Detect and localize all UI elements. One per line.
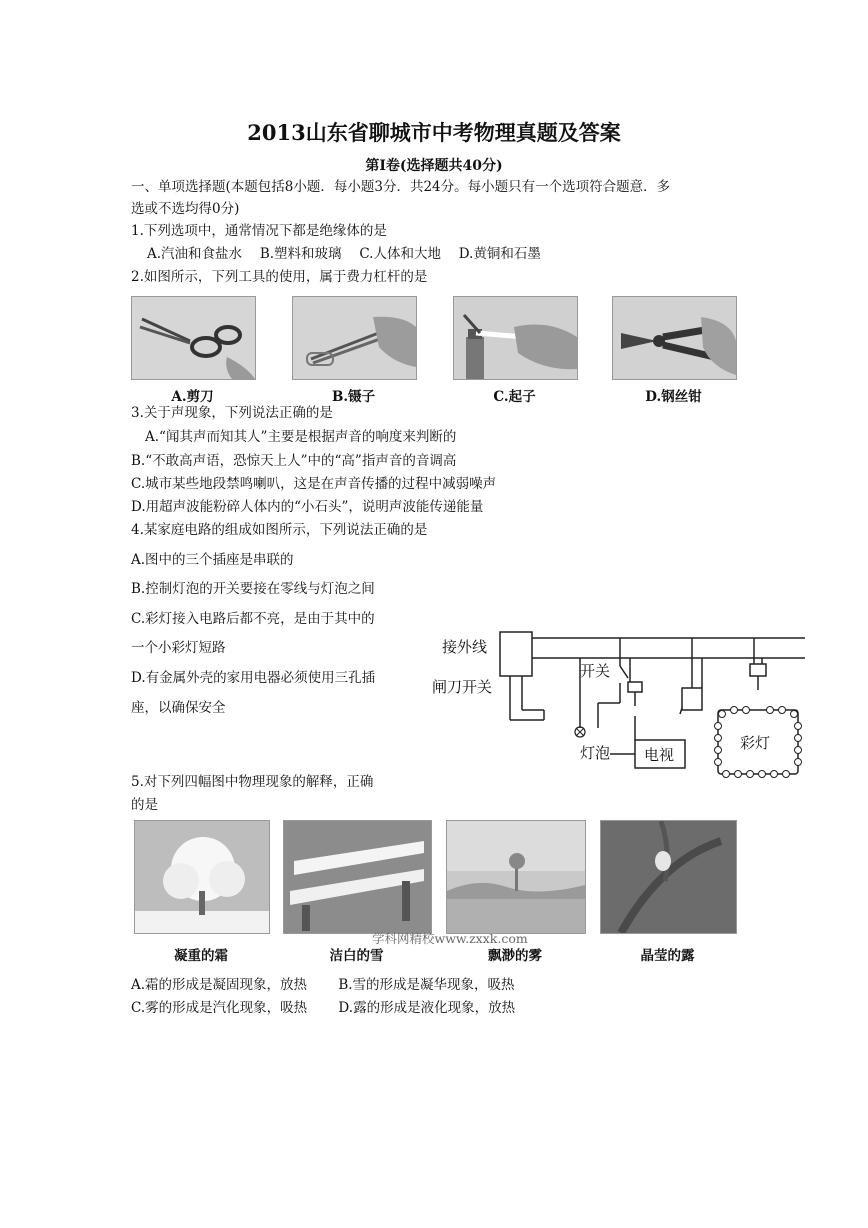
q5-caption-dew: 晶莹的露 — [640, 948, 695, 964]
diagram-label-wire-in: 接外线 — [442, 638, 488, 656]
diagram-label-lights: 彩灯 — [740, 734, 771, 752]
page-title: 2013山东省聊城市中考物理真题及答案 — [247, 120, 621, 145]
diagram-label-tv: 电视 — [644, 746, 675, 764]
scissors-photo — [131, 296, 256, 380]
q4-option-c: C.彩灯接入电路后都不亮，是由于其中的 — [131, 611, 375, 627]
q5-caption-snow: 洁白的雪 — [329, 948, 384, 964]
q1-options: A.汽油和食盐水 B.塑料和玻璃 C.人体和大地 D.黄铜和石墨 — [147, 246, 541, 262]
fog-photo — [446, 820, 586, 934]
q4-stem: 4.某家庭电路的组成如图所示，下列说法正确的是 — [131, 522, 428, 538]
q5-options-line-2: C.雾的形成是汽化现象，吸热 D.露的形成是液化现象，放热 — [131, 1000, 516, 1016]
q5-caption-fog: 飘渺的雾 — [488, 948, 542, 964]
q2-stem: 2.如图所示，下列工具的使用，属于费力杠杆的是 — [131, 269, 428, 285]
q2-caption-a: A.剪刀 — [171, 389, 214, 405]
q5-options-line-1: A.霜的形成是凝固现象，放热 B.雪的形成是凝华现象，吸热 — [131, 977, 515, 993]
instructions-line-1: 一、单项选择题(本题包括8小题．每小题3分．共24分。每小题只有一个选项符合题意．多 — [131, 179, 671, 195]
q5-stem-line-2: 的是 — [131, 797, 158, 813]
q2-caption-d: D.钢丝钳 — [645, 389, 702, 405]
instructions-line-2: 选或不选均得0分) — [131, 201, 240, 217]
q2-caption-c: C.起子 — [493, 389, 536, 405]
bottle-opener-photo — [453, 296, 578, 380]
watermark: 学科网精校www.zxxk.com — [372, 931, 528, 946]
q4-option-a: A.图中的三个插座是串联的 — [131, 552, 294, 568]
q3-option-a: A.“闻其声而知其人”主要是根据声音的响度来判断的 — [145, 429, 457, 445]
q3-option-c: C.城市某些地段禁鸣喇叭，这是在声音传播的过程中减弱噪声 — [131, 476, 497, 492]
diagram-label-switch: 开关 — [580, 662, 611, 680]
q5-caption-frost: 凝重的霜 — [174, 948, 228, 964]
household-circuit-diagram — [430, 628, 810, 780]
q1-stem: 1.下列选项中，通常情况下都是绝缘体的是 — [131, 223, 387, 239]
q5-stem-line-1: 5.对下列四幅图中物理现象的解释，正确 — [131, 774, 374, 790]
q4-option-d-cont: 座，以确保安全 — [131, 700, 226, 716]
pliers-photo — [612, 296, 737, 380]
dew-photo — [600, 820, 737, 934]
diagram-label-knife-switch: 闸刀开关 — [432, 678, 493, 696]
q4-option-c-cont: 一个小彩灯短路 — [131, 640, 226, 656]
section-heading: 第Ⅰ卷(选择题共40分) — [365, 158, 503, 174]
frost-photo — [134, 820, 270, 934]
q2-caption-b: B.镊子 — [331, 389, 376, 405]
tweezers-photo — [292, 296, 417, 380]
snow-photo — [283, 820, 432, 934]
q3-option-b: B.“不敢高声语，恐惊天上人”中的“高”指声音的音调高 — [131, 453, 457, 469]
q3-option-d: D.用超声波能粉碎人体内的“小石头”，说明声波能传递能量 — [131, 499, 484, 515]
q4-option-d: D.有金属外壳的家用电器必须使用三孔插 — [131, 670, 376, 686]
diagram-label-bulb: 灯泡 — [580, 744, 611, 762]
q4-option-b: B.控制灯泡的开关要接在零线与灯泡之间 — [131, 581, 375, 597]
q3-stem: 3.关于声现象，下列说法正确的是 — [131, 405, 333, 421]
